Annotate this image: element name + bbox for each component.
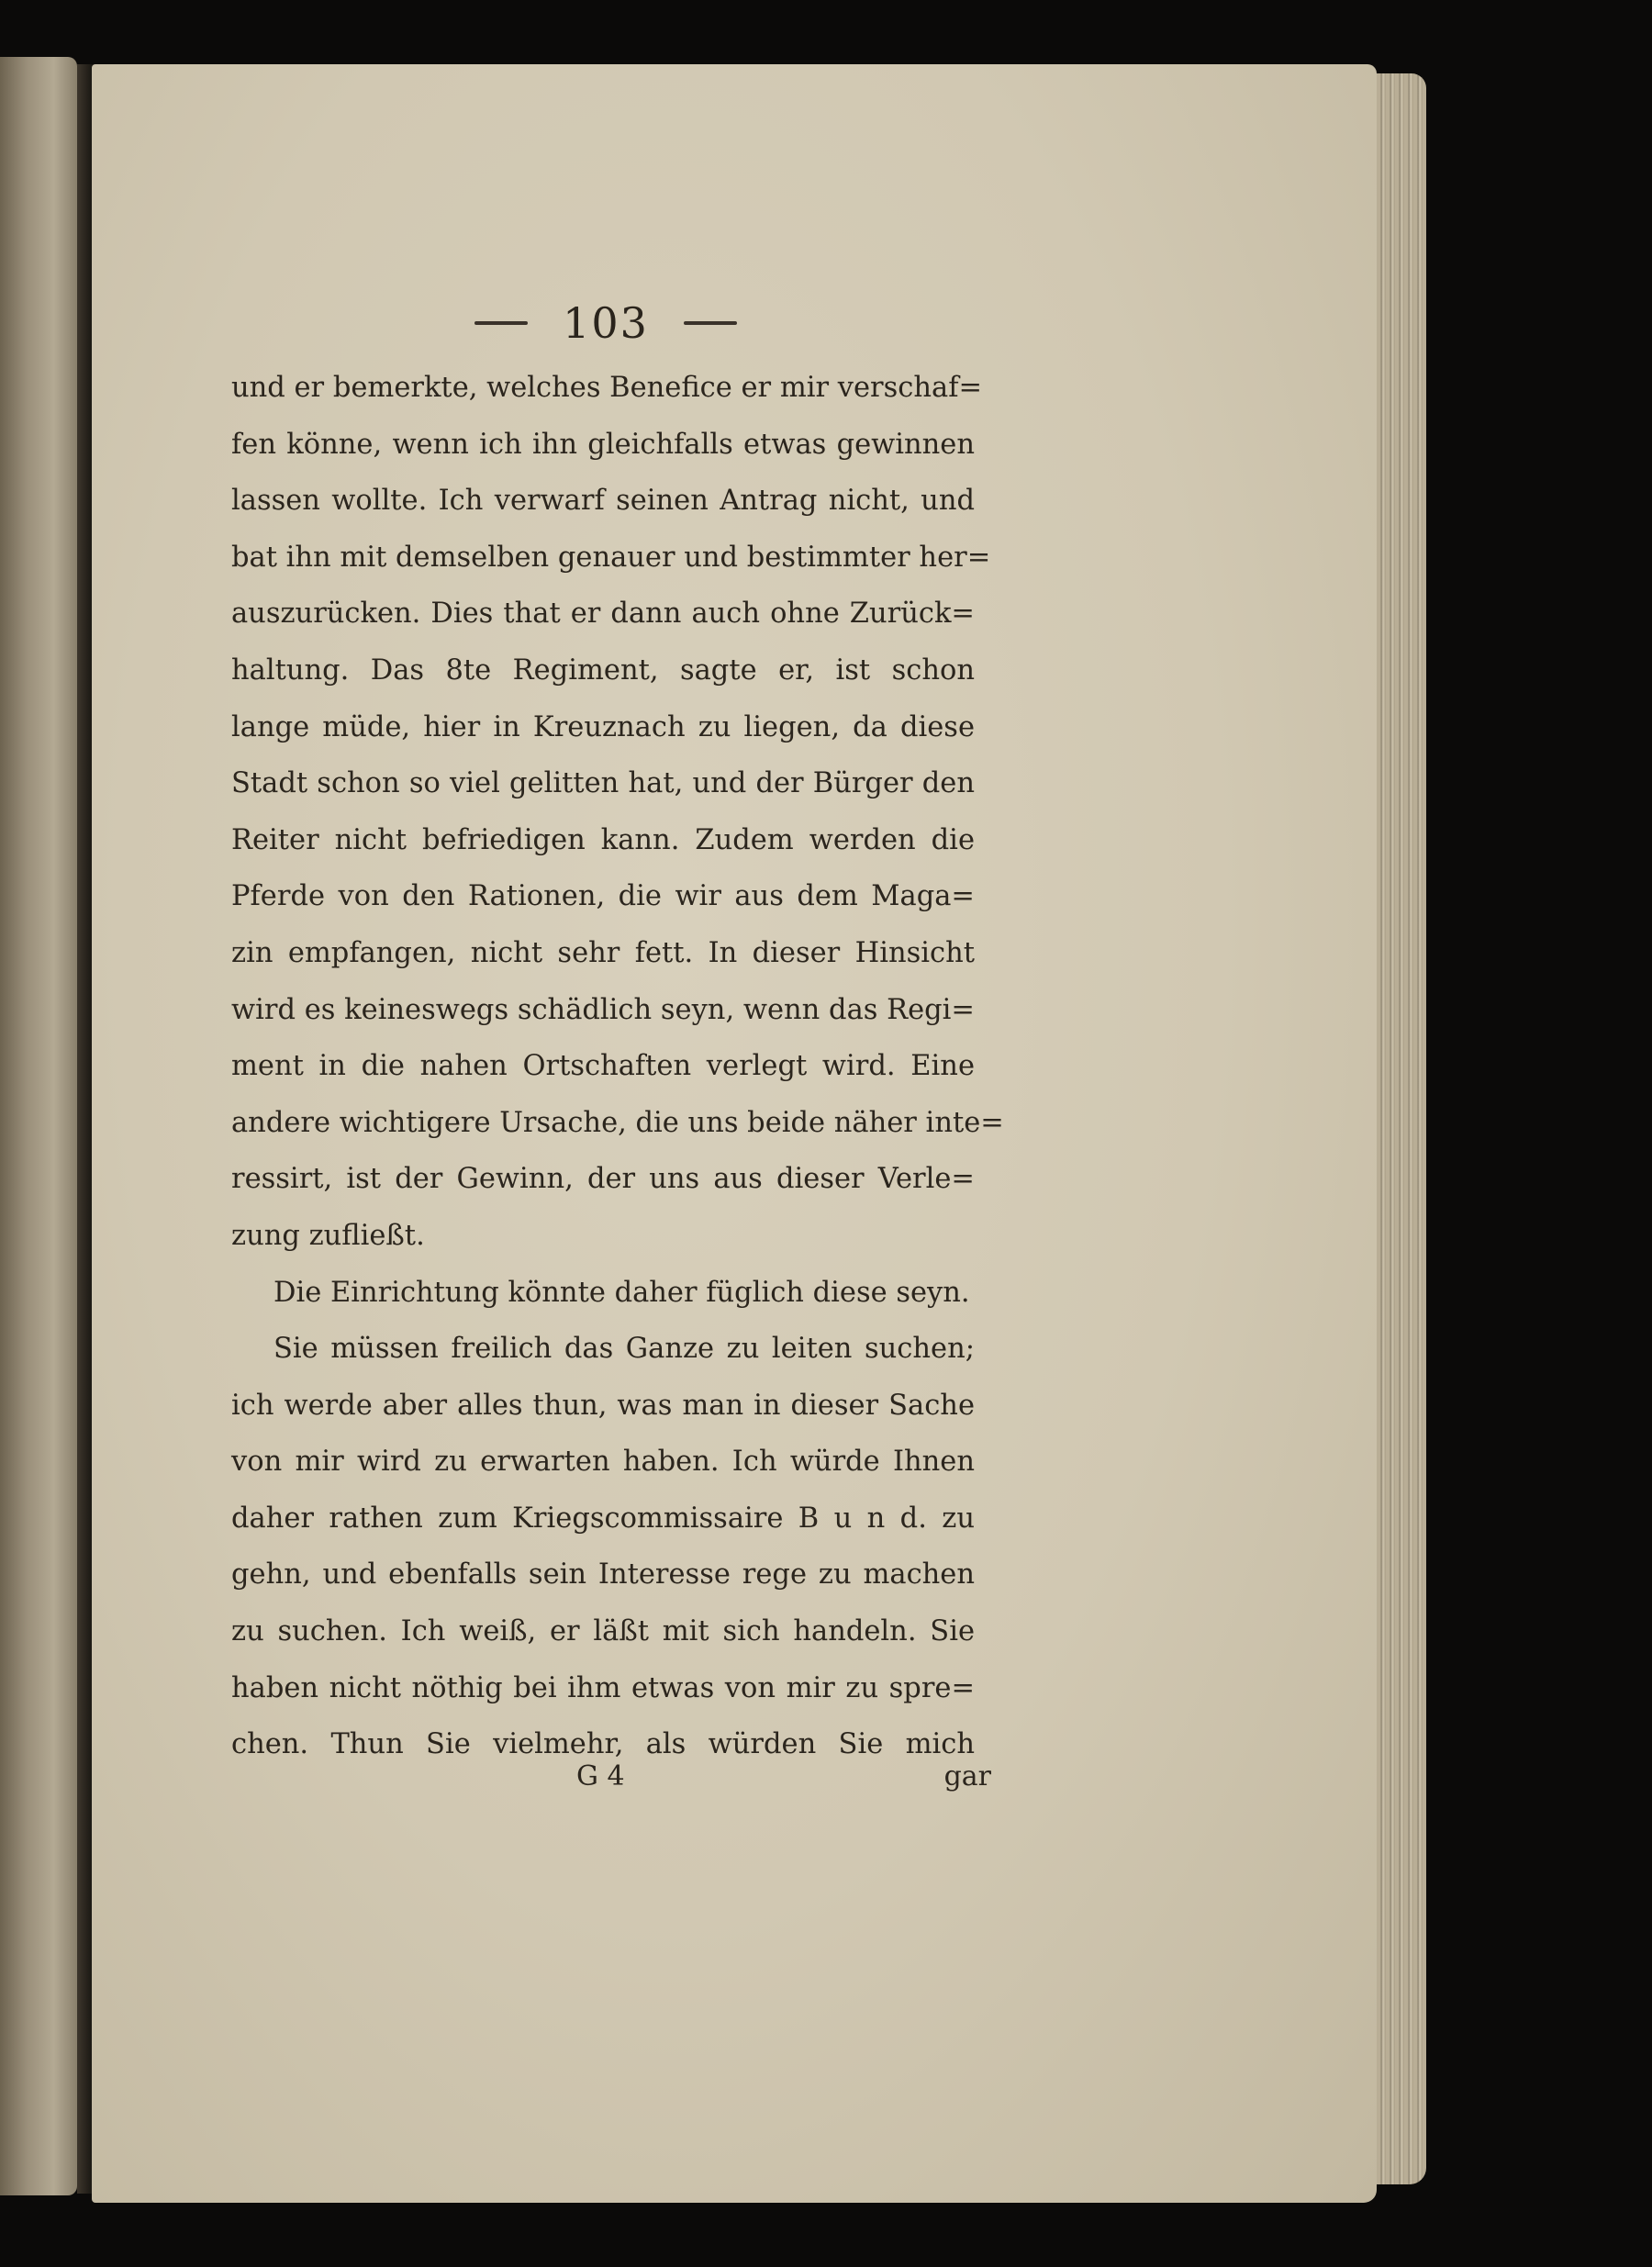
page-header [441,296,771,351]
header-rule-right [684,321,737,325]
text-line: chen. Thun Sie vielmehr, als würden Sie mich [231,1728,975,1761]
text-line: ressirt, ist der Gewinn, der uns aus dieser Verle= [231,1163,975,1196]
text-line: daher rathen zum Kriegscommissaire B u n d. zu [231,1502,975,1535]
body-text [231,360,1004,1773]
text-line: wird es keineswegs schädlich seyn, wenn das Regi= [231,993,975,1026]
text-line: ich werde aber alles thun, was man in dieser Sache [231,1389,975,1422]
text-line: zin empfangen, nicht sehr fett. In dieser Hinsicht [231,936,975,969]
text-line: zu suchen. Ich weiß, er läßt mit sich handeln. Sie [231,1615,975,1648]
text-line: andere wichtigere Ursache, die uns beide näher inte= [231,1106,1004,1139]
text-line: lange müde, hier in Kreuznach zu liegen, da diese [231,710,975,743]
text-line: und er bemerkte, welches Benefice er mir verschaf= [231,372,983,404]
catchword: gar [943,1760,991,1792]
text-line: Reiter nicht befriedigen kann. Zudem werden die [231,823,975,856]
header-rule-left [474,321,528,325]
page-number: 103 [563,298,649,348]
text-line: bat ihn mit demselben genauer und bestimmter her= [231,541,991,574]
text-line: lassen wollte. Ich verwarf seinen Antrag nicht, und [231,485,975,518]
text-line: fen könne, wenn ich ihn gleichfalls etwas gewinnen [231,428,975,461]
text-line: haben nicht nöthig bei ihm etwas von mir zu spre= [231,1671,975,1704]
text-line: haltung. Das 8te Regiment, sagte er, ist schon [231,653,975,687]
text-line: auszurücken. Dies that er dann auch ohne Zurück= [231,597,975,631]
text-line: ment in die nahen Ortschaften verlegt wird. Eine [231,1050,975,1083]
text-line: Sie müssen freilich das Ganze zu leiten suchen; [273,1333,975,1366]
page-footer [560,1760,991,1806]
signature-mark: G 4 [576,1760,625,1792]
text-line: Stadt schon so viel gelitten hat, und der Bürger den [231,767,975,800]
text-line: von mir wird zu erwarten haben. Ich würde Ihnen [231,1446,975,1479]
left-page-edge [0,57,77,2195]
text-line: Pferde von den Rationen, die wir aus dem Maga= [231,880,975,913]
text-line: gehn, und ebenfalls sein Interesse rege zu machen [231,1558,975,1591]
text-line: zung zufließt. [231,1219,425,1252]
text-line: Die Einrichtung könnte daher füglich diese seyn. [273,1276,970,1309]
